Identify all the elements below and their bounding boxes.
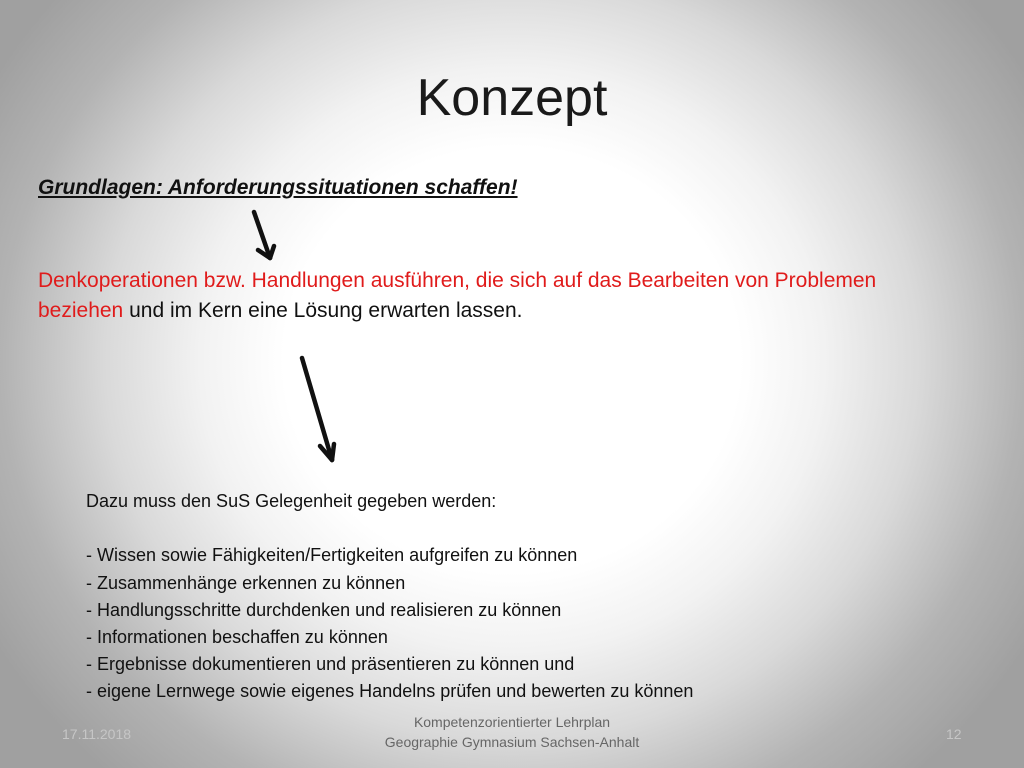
list-item: - Zusammenhänge erkennen zu können xyxy=(86,572,406,593)
list-item: - Informationen beschaffen zu können xyxy=(86,627,388,647)
list-item: - Handlungsschritte durchdenken und realisieren zu können xyxy=(86,599,562,620)
footer-date: 17.11.2018 xyxy=(62,726,132,742)
long-down-arrow-icon xyxy=(294,352,344,470)
page-number: 12 xyxy=(946,726,962,742)
down-arrow-icon xyxy=(248,208,284,266)
main-statement xyxy=(38,266,938,326)
block-intro: Dazu muss den SuS Gelegenheit gegeben werden: xyxy=(86,491,497,511)
slide-heading: Grundlagen: Anforderungssituationen schaffen! xyxy=(38,176,518,199)
footer-center xyxy=(0,712,1024,752)
slide-title: Konzept xyxy=(416,69,608,127)
footer-line-1: Kompetenzorientierter Lehrplan xyxy=(413,714,611,730)
list-item: - Ergebnisse dokumentieren und präsentieren zu können und xyxy=(86,654,575,675)
main-statement-black: und im Kern eine Lösung erwarten lassen. xyxy=(123,299,523,322)
main-statement-red: Denkoperationen bzw. Handlungen ausführen, die sich auf das Bearbeiten von Problemen beziehen xyxy=(38,269,877,322)
footer-line-2: Geographie Gymnasium Sachsen-Anhalt xyxy=(384,734,640,750)
opportunities-block xyxy=(86,488,946,706)
list-item: - Wissen sowie Fähigkeiten/Fertigkeiten aufgreifen zu können xyxy=(86,545,578,566)
list-item: - eigene Lernwege sowie eigenes Handelns prüfen und bewerten zu können xyxy=(86,681,694,702)
